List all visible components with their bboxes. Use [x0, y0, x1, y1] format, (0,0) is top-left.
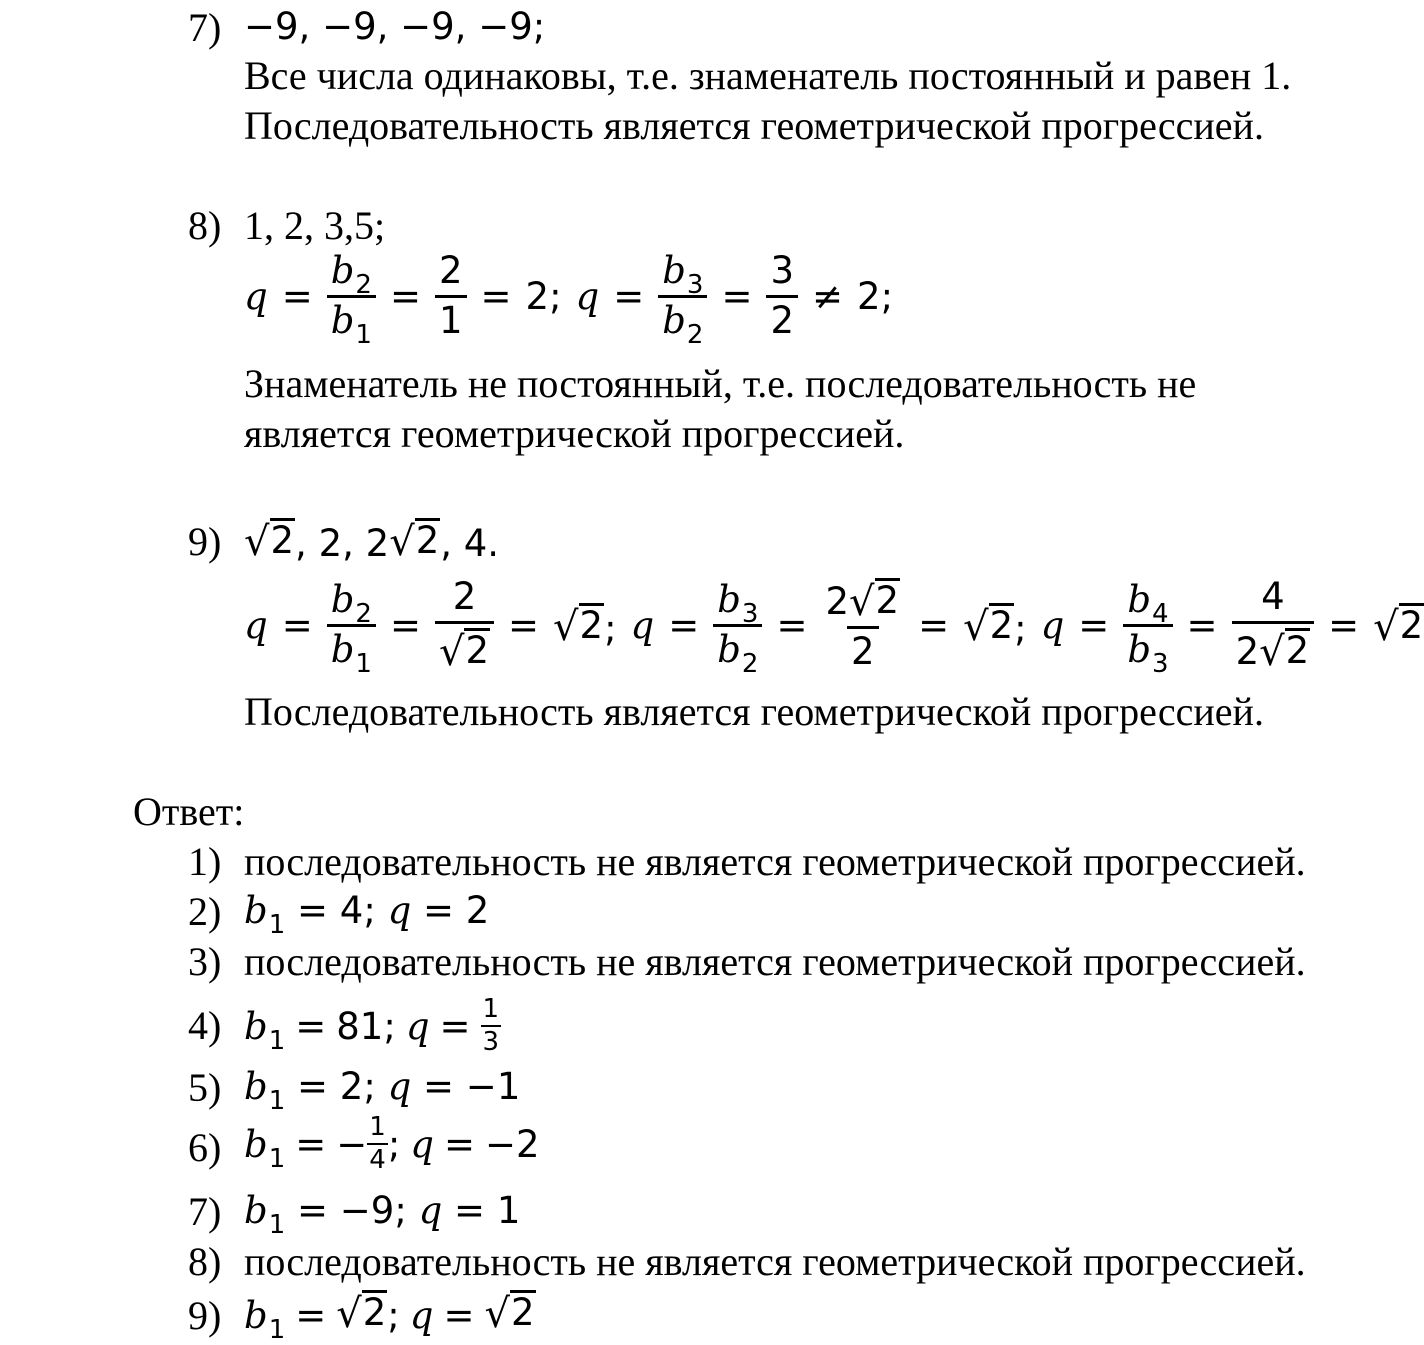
fraction-1-over-4: $\frac{1}{4}$ — [369, 1112, 386, 1176]
answer-1-text: последовательность не является геометрической прогрессией. — [244, 839, 1306, 884]
equals-sign: = — [613, 274, 645, 318]
q-symbol: q — [575, 274, 600, 318]
sqrt-2: √ 2 — [244, 518, 295, 565]
item-8-explanation-line2: является геометрической прогрессией. — [244, 411, 905, 456]
q-symbol: q — [630, 603, 655, 647]
item-9-ratio-formula: q = $\frac{b_2}{b_1}$ = 2 √ 2 = √ 2 ; q = $\frac{b_3}{b_2}$ = 2 √ 2 2 = √ 2 ; q = $\frac{b_4}{b_3}$ = 4 2 √ 2 = √ 2 — [244, 575, 1424, 679]
ratio-value-sqrt2: √ 2 ; — [553, 604, 617, 651]
equals-sign: = — [389, 274, 421, 318]
fraction-2sqrt2-over-2: 2 √ 2 2 — [825, 579, 900, 674]
equals-sign: = — [480, 274, 512, 318]
item-7-explanation-line2: Последовательность является геометрической прогрессией. — [244, 103, 1264, 148]
ratio-value: 2; — [525, 274, 562, 318]
q-symbol: q — [244, 603, 268, 647]
answer-7-number: 7) — [188, 1189, 222, 1234]
answer-9-number: 9) — [188, 1293, 222, 1338]
ratio-value-sqrt2: √ 2 ; — [963, 604, 1027, 651]
answer-5-number: 5) — [188, 1065, 222, 1110]
answer-5-formula: $b_1 = 2$; q = −1 — [244, 1065, 521, 1116]
ratio-value: 2; — [857, 274, 894, 318]
q-symbol: q — [1040, 603, 1065, 647]
answer-4-formula: $b_1$ = 81; q = $\frac{1}{3}$ — [244, 994, 500, 1058]
fraction-4-over-2sqrt2: 4 2 √ 2 — [1232, 578, 1315, 672]
answer-2-formula: $b_1 = 4$; q = 2 — [244, 889, 490, 940]
sqrt-2: √ 2 — [389, 518, 440, 565]
answer-4-number: 4) — [188, 1003, 222, 1048]
fraction-3-over-2: $\frac{3}{2}$ — [766, 252, 798, 341]
ratio-value-sqrt2: √ 2 — [1373, 604, 1424, 651]
answer-3-text: последовательность не является геометрической прогрессией. — [244, 939, 1306, 984]
answer-6-number: 6) — [188, 1125, 222, 1170]
item-7-number: 7) — [188, 5, 222, 50]
item-8-explanation-line1: Знаменатель не постоянный, т.е. последовательность не — [244, 361, 1197, 406]
fraction-b2-over-b1: $\frac{b_2}{b_1}$ — [327, 581, 376, 670]
answer-2-number: 2) — [188, 889, 222, 934]
answer-1-number: 1) — [188, 839, 222, 884]
item-9-sequence: √ 2 , 2, 2 √ 2 , 4. — [244, 518, 500, 565]
equals-sign: = — [281, 274, 313, 318]
fraction-2-over-sqrt2: 2 √ 2 — [435, 578, 494, 672]
fraction-b3-over-b2: $\frac{b_3}{b_2}$ — [658, 252, 707, 341]
fraction-1-over-3: $\frac{1}{3}$ — [482, 994, 500, 1058]
answer-6-formula: $b_1$ = − $\frac{1}{4}$ ; q = −2 — [244, 1112, 540, 1176]
fraction-b2-over-b1: $\frac{b_2}{b_1}$ — [327, 252, 376, 341]
fraction-2-over-1: $\frac{2}{1}$ — [435, 252, 467, 341]
answer-8-text: последовательность не является геометрической прогрессией. — [244, 1239, 1306, 1284]
answer-9-formula: $b_1$ = √ 2 ; q = √ 2 — [244, 1290, 535, 1345]
fraction-b4-over-b3: $\frac{b_4}{b_3}$ — [1123, 581, 1172, 670]
fraction-b3-over-b2: $\frac{b_3}{b_2}$ — [713, 581, 762, 670]
answer-heading: Ответ: — [133, 789, 245, 834]
item-9-explanation: Последовательность является геометрической прогрессией. — [244, 689, 1264, 734]
equals-sign: = — [721, 274, 753, 318]
not-equal-sign: ≠ — [812, 274, 844, 318]
q-symbol: q — [244, 274, 268, 318]
answer-8-number: 8) — [188, 1239, 222, 1284]
item-7-sequence: −9, −9, −9, −9; — [244, 5, 546, 48]
item-8-number: 8) — [188, 203, 222, 248]
answer-3-number: 3) — [188, 939, 222, 984]
item-8-sequence: 1, 2, 3,5; — [244, 203, 386, 248]
item-8-ratio-formula — [244, 249, 894, 350]
answer-7-formula: $b_1 = -9$; q = 1 — [244, 1189, 521, 1240]
item-9-number: 9) — [188, 519, 222, 564]
item-7-explanation-line1: Все числа одинаковы, т.е. знаменатель постоянный и равен 1. — [244, 53, 1292, 98]
